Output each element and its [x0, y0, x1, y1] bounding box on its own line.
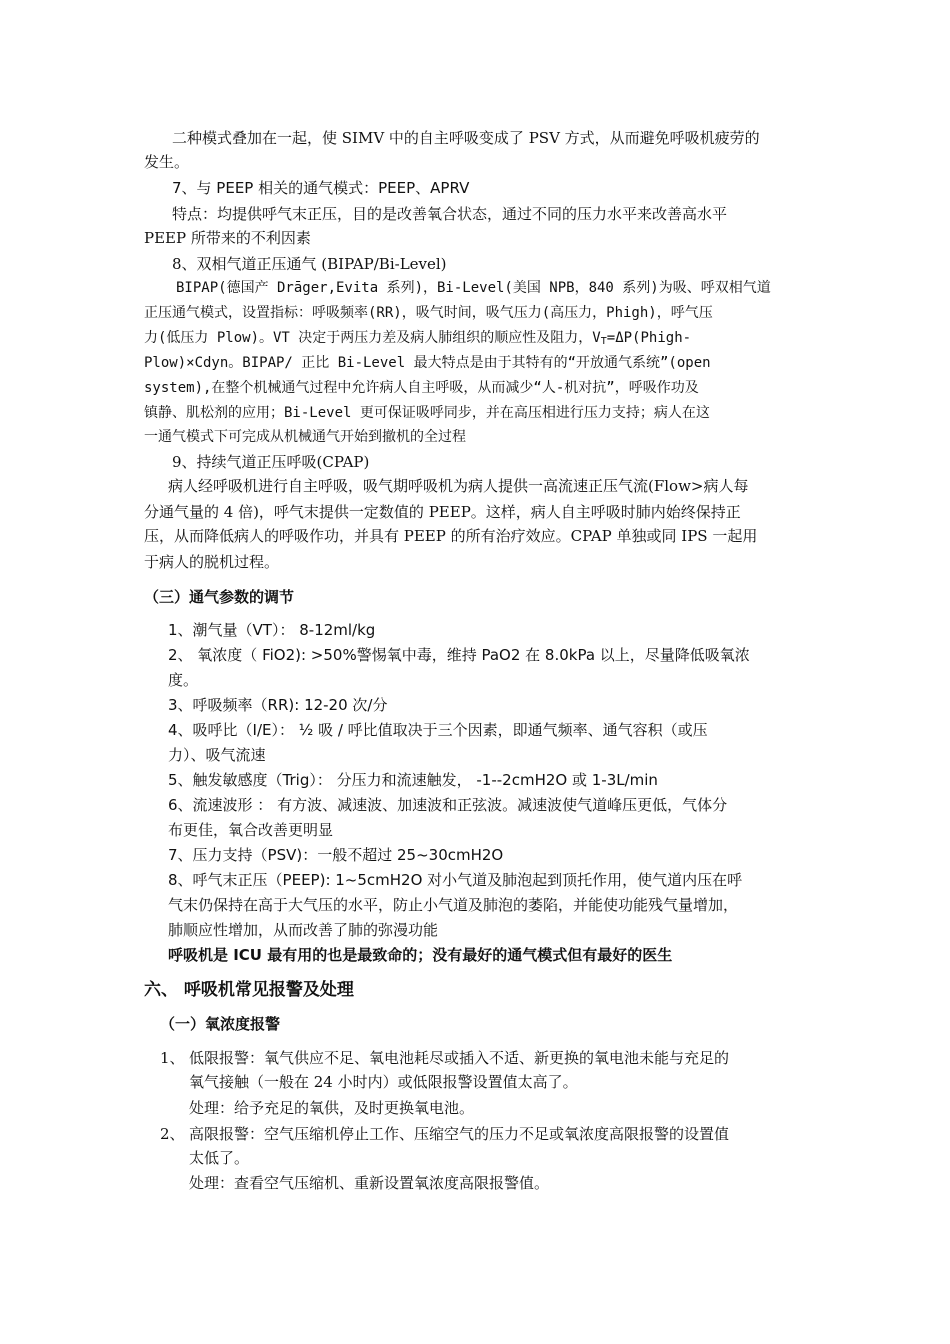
section-heading: （一）氧浓度报警: [160, 1015, 281, 1033]
paragraph-line: 二种模式叠加在一起，使 SIMV 中的自主呼吸变成了 PSV 方式，从而避免呼吸机疲劳的: [172, 129, 760, 147]
list-item-continuation: 处理：给予充足的氧供，及时更换氧电池。: [189, 1099, 475, 1117]
list-item: 低限报警：氧气供应不足、氧电池耗尽或插入不适、新更换的氧电池未能与充足的: [189, 1049, 730, 1067]
paragraph-line: PEEP 所带来的不利因素: [144, 229, 311, 247]
list-item: 高限报警：空气压缩机停止工作、压缩空气的压力不足或氧浓度高限报警的设置值: [189, 1125, 730, 1143]
section-item: 7、与 PEEP 相关的通气模式：PEEP、APRV: [172, 179, 470, 197]
paragraph-line: 正压通气模式，设置指标：呼吸频率(RR)，吸气时间，吸气压力(高压力，Phigh)，呼气压: [144, 305, 713, 321]
list-item-continuation: 处理：查看空气压缩机、重新设置氧浓度高限报警值。: [189, 1174, 550, 1192]
list-item: 5、触发敏感度（Trig）： 分压力和流速触发， -1--2cmH2O 或 1-3L/min: [168, 771, 658, 789]
list-item-continuation: 太低了。: [189, 1149, 250, 1167]
paragraph-line: 分通气量的 4 倍)，呼气末提供一定数值的 PEEP。这样，病人自主呼吸时肺内始终保持正: [144, 503, 741, 521]
paragraph-line: 一通气模式下可完成从机械通气开始到撤机的全过程: [144, 429, 466, 445]
paragraph-line: 发生。: [144, 153, 190, 171]
list-item-continuation: 氧气接触（一般在 24 小时内）或低限报警设置值太高了。: [189, 1073, 578, 1091]
paragraph-line: 力(低压力 Plow)。VT 决定于两压力差及病人肺组织的顺应性及阻力，$V_T=\Delta P(Phigh-$: [144, 330, 692, 347]
list-number: 2、: [160, 1125, 185, 1143]
paragraph-line: 压，从而降低病人的呼吸作功，并具有 PEEP 的所有治疗效应。CPAP 单独或同 IPS 一起用: [144, 527, 758, 545]
list-item: 3、呼吸频率（RR): 12-20 次/分: [168, 696, 388, 714]
section-item: 8、双相气道正压通气 (BIPAP/Bi-Level): [172, 255, 447, 273]
chapter-heading: 六、 呼吸机常见报警及处理: [144, 980, 354, 1000]
list-item-continuation: 布更佳，氧合改善更明显: [168, 821, 334, 839]
paragraph-line: 镇静、肌松剂的应用；Bi-Level 更可保证吸呼同步，并在高压相进行压力支持；病人在这: [144, 405, 710, 421]
list-item: 1、潮气量（VT）： 8-12ml/kg: [168, 621, 376, 639]
list-number: 1、: [160, 1049, 185, 1067]
paragraph-line: system),在整个机械通气过程中允许病人自主呼吸，从而减少“人-机对抗”，呼吸作功及: [144, 380, 699, 396]
bold-statement: 呼吸机是 ICU 最有用的也是最致命的；没有最好的通气模式但有最好的医生: [168, 946, 673, 964]
list-item-continuation: 肺顺应性增加，从而改善了肺的弥漫功能: [168, 921, 439, 939]
paragraph-line: 于病人的脱机过程。: [144, 553, 280, 571]
formula-vt: $V_T=\Delta P(Phigh-$: [592, 330, 692, 347]
paragraph-line: BIPAP(德国产 Drāger,Evita 系列)，Bi-Level(美国 NPB，840 系列)为吸、呼双相气道: [176, 280, 771, 296]
list-item-continuation: 力）、吸气流速: [168, 746, 266, 764]
list-item: 2、 氧浓度（ FiO2): >50%警惕氧中毒，维持 PaO2 在 8.0kPa 以上，尽量降低吸氧浓: [168, 646, 750, 664]
section-item: 9、持续气道正压呼吸(CPAP): [172, 453, 370, 471]
list-item: 7、压力支持（PSV)：一般不超过 25~30cmH2O: [168, 846, 504, 864]
section-heading: （三）通气参数的调节: [144, 588, 295, 606]
list-item: 8、呼气末正压（PEEP): 1~5cmH2O 对小气道及肺泡起到顶托作用，使气道内压在呼: [168, 871, 743, 889]
paragraph-line: 特点：均提供呼气末正压，目的是改善氧合状态，通过不同的压力水平来改善高水平: [172, 205, 728, 223]
list-item: 4、吸呼比（I/E）： ½ 吸 / 呼比值取决于三个因素，即通气频率、通气容积（或压: [168, 721, 708, 739]
list-item: 6、流速波形 ： 有方波、减速波、加速波和正弦波。减速波使气道峰压更低，气体分: [168, 796, 728, 814]
list-item-continuation: 气末仍保持在高于大气压的水平，防止小气道及肺泡的萎陷，并能使功能残气量增加，: [168, 896, 739, 914]
paragraph-line: 病人经呼吸机进行自主呼吸，吸气期呼吸机为病人提供一高流速正压气流(Flow>病人每: [168, 477, 749, 495]
paragraph-line: Plow)×Cdyn。BIPAP/ 正比 Bi-Level 最大特点是由于其特有的“开放通气系统”(open: [144, 355, 711, 371]
list-item-continuation: 度。: [168, 671, 199, 689]
